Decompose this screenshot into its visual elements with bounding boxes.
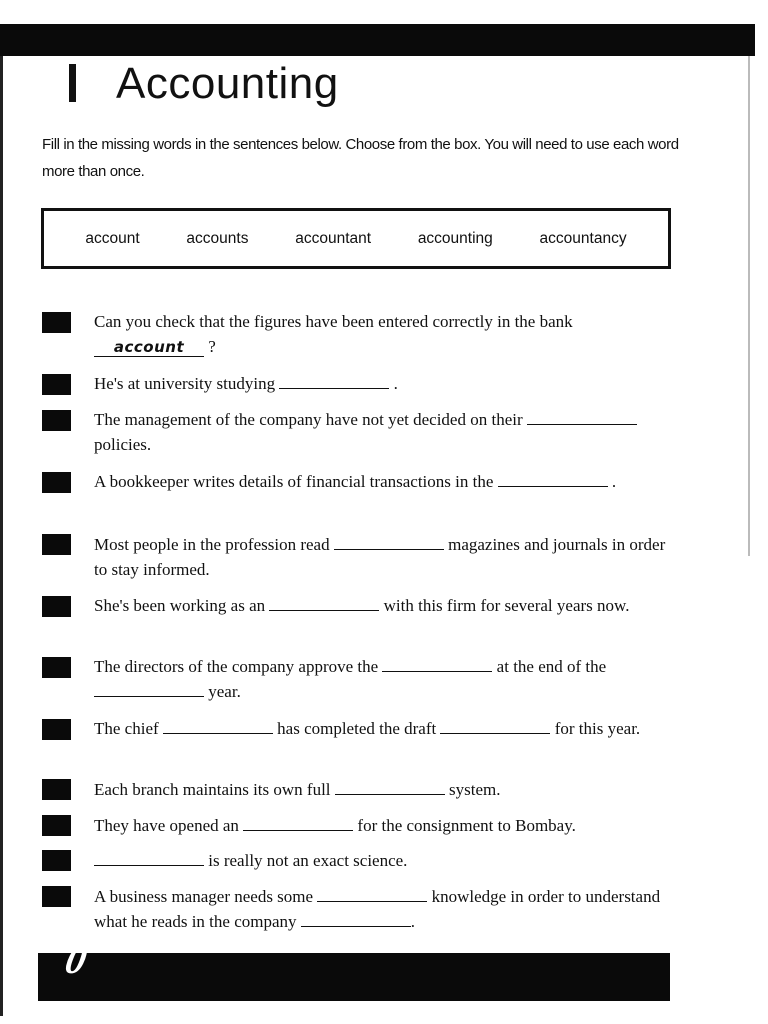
question-text xyxy=(94,884,678,934)
answer-blank[interactable] xyxy=(317,887,427,902)
word-box xyxy=(41,208,671,269)
answer-blank[interactable] xyxy=(382,657,492,672)
word-box-item: accounts xyxy=(186,229,249,247)
question-fragment: . xyxy=(607,472,617,491)
answer-blank[interactable] xyxy=(94,682,204,697)
question-marker xyxy=(42,719,71,740)
question-text xyxy=(94,593,678,618)
question-marker xyxy=(42,815,71,836)
question-fragment: Each branch maintains its own full xyxy=(94,780,335,799)
question-fragment: policies. xyxy=(94,435,152,454)
question-marker xyxy=(42,410,71,431)
page-number: 0 xyxy=(61,937,91,982)
top-black-bar xyxy=(0,24,755,56)
question-marker xyxy=(42,886,71,907)
question-fragment: They have opened an xyxy=(94,816,244,835)
question-fragment: knowledge in order to understand what he reads in the company xyxy=(94,887,661,931)
answer-blank[interactable] xyxy=(335,780,445,795)
question-fragment: She's been working as an xyxy=(94,596,270,615)
question-text xyxy=(94,654,678,704)
question-fragment: magazines and journals in order to stay informed. xyxy=(94,535,666,579)
answer-blank[interactable] xyxy=(440,719,550,734)
question-fragment: for the consignment to Bombay. xyxy=(353,816,576,835)
question-marker xyxy=(42,657,71,678)
question-text xyxy=(94,813,678,838)
question-fragment: is really not an exact science. xyxy=(204,851,408,870)
page-left-edge xyxy=(0,56,3,1016)
question-text xyxy=(94,309,678,359)
bottom-black-bar xyxy=(38,953,670,1001)
question-fragment: The chief xyxy=(94,719,163,738)
question-fragment: A bookkeeper writes details of financial transactions in the xyxy=(94,472,498,491)
question-text xyxy=(94,777,678,802)
answer-blank[interactable] xyxy=(279,374,389,389)
word-box-item: accountant xyxy=(295,229,372,247)
question-fragment: . xyxy=(410,912,416,931)
question-marker xyxy=(42,312,71,333)
instructions: Fill in the missing words in the sentences below. Choose from the box. You will need to use each word more than once. xyxy=(42,136,679,180)
question-marker xyxy=(42,850,71,871)
question-fragment: ? xyxy=(204,337,216,356)
question-fragment: The directors of the company approve the xyxy=(94,657,383,676)
question-text xyxy=(94,371,678,396)
answer-blank[interactable] xyxy=(243,816,353,831)
question-marker xyxy=(42,374,71,395)
answer-blank[interactable] xyxy=(527,410,637,425)
question-fragment: . xyxy=(389,374,398,393)
question-marker xyxy=(42,596,71,617)
page-right-edge xyxy=(748,56,750,556)
answer-text: account xyxy=(94,338,204,357)
question-text xyxy=(94,407,678,457)
question-marker xyxy=(42,534,71,555)
question-marker xyxy=(42,472,71,493)
question-fragment: The management of the company have not yet decided on their xyxy=(94,410,527,429)
page-title: Accounting xyxy=(116,59,339,108)
title-vertical-bar xyxy=(69,64,76,102)
question-fragment: has completed the draft xyxy=(272,719,441,738)
answer-blank[interactable] xyxy=(301,912,411,927)
question-fragment: for this year. xyxy=(550,719,641,738)
question-fragment: with this firm for several years now. xyxy=(379,596,630,615)
answer-blank[interactable] xyxy=(163,719,273,734)
question-fragment: A business manager needs some xyxy=(94,887,318,906)
question-text xyxy=(94,848,678,873)
answer-blank[interactable] xyxy=(334,535,444,550)
question-fragment: He's at university studying xyxy=(94,374,280,393)
answer-blank[interactable] xyxy=(94,851,204,866)
word-box-item: accountancy xyxy=(539,229,627,247)
answer-blank[interactable] xyxy=(498,472,608,487)
question-text xyxy=(94,469,678,494)
answer-blank[interactable] xyxy=(269,596,379,611)
question-text xyxy=(94,532,678,582)
question-fragment: Most people in the profession read xyxy=(94,535,334,554)
word-box-item: accounting xyxy=(417,229,493,247)
question-text xyxy=(94,716,678,741)
question-fragment: year. xyxy=(204,682,241,701)
question-fragment: at the end of the xyxy=(492,657,607,676)
question-fragment: system. xyxy=(444,780,501,799)
word-box-item: account xyxy=(85,229,140,247)
question-fragment: Can you check that the figures have been entered correctly in the bank xyxy=(94,312,573,331)
question-marker xyxy=(42,779,71,800)
